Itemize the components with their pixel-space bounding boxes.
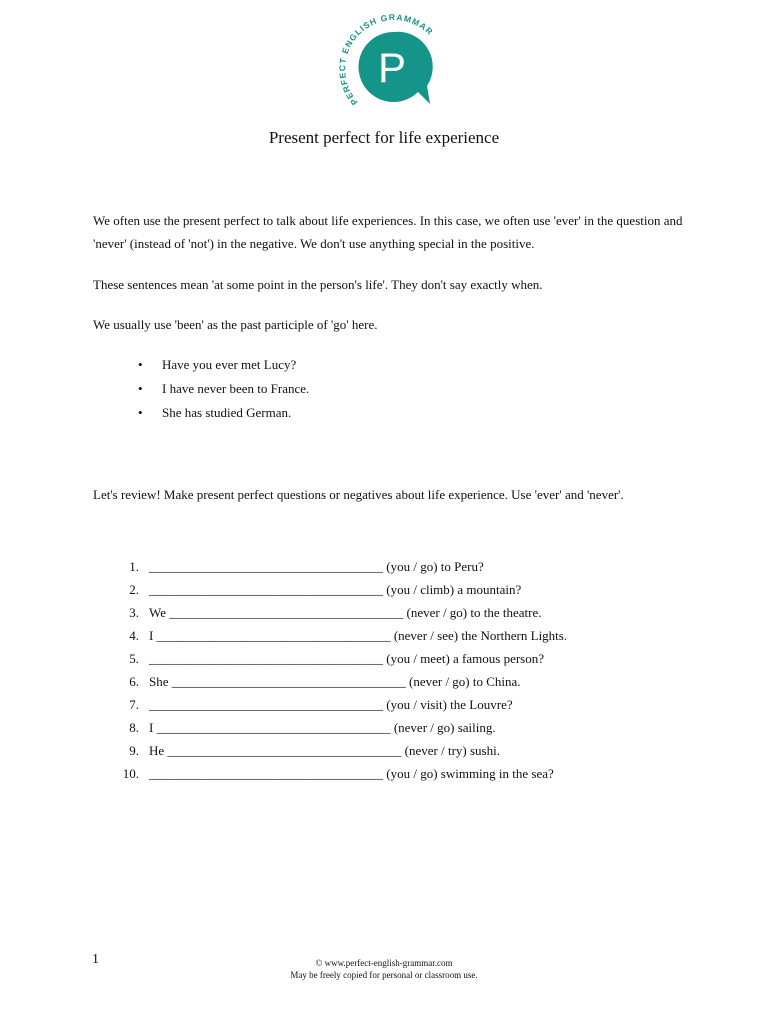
exercise-text: ____________________________________ (you / meet) a famous person? bbox=[149, 651, 545, 666]
exercise-number: 6. bbox=[129, 674, 139, 689]
exercise-item bbox=[113, 716, 567, 739]
exercise-number: 10. bbox=[122, 766, 139, 781]
footer-copyright: © www.perfect-english-grammar.com bbox=[315, 958, 453, 968]
exercise-number: 3. bbox=[129, 605, 139, 620]
bullet-icon: • bbox=[138, 405, 143, 420]
exercise-list bbox=[113, 555, 567, 785]
logo-letter: P bbox=[377, 44, 407, 91]
exercise-text: ____________________________________ (you / go) swimming in the sea? bbox=[149, 766, 554, 781]
exercise-number: 8. bbox=[129, 720, 139, 735]
exercise-item bbox=[113, 624, 567, 647]
exercise-text: I ____________________________________ (never / go) sailing. bbox=[149, 720, 496, 735]
exercise-number: 2. bbox=[129, 582, 139, 597]
brand-logo bbox=[326, 10, 438, 110]
exercise-number: 4. bbox=[129, 628, 139, 643]
exercise-text: ____________________________________ (you / climb) a mountain? bbox=[149, 582, 522, 597]
exercise-item bbox=[113, 670, 567, 693]
exercise-text: He ____________________________________ (never / try) sushi. bbox=[149, 743, 500, 758]
exercise-number: 7. bbox=[129, 697, 139, 712]
been-paragraph: We usually use 'been' as the past participle of 'go' here. bbox=[93, 317, 378, 332]
logo-ring-text: PERFECT ENGLISH GRAMMAR bbox=[337, 12, 436, 108]
instruction-text: Let's review! Make present perfect questions or negatives about life experience. Use 'ever' and 'never'. bbox=[93, 487, 624, 502]
exercise-number: 9. bbox=[129, 743, 139, 758]
exercise-text: She ____________________________________ (never / go) to China. bbox=[149, 674, 521, 689]
exercise-item bbox=[113, 578, 567, 601]
exercise-number: 1. bbox=[129, 559, 139, 574]
list-item: • I have never been to France. bbox=[138, 377, 309, 401]
exercise-item bbox=[113, 762, 567, 785]
exercise-text: We ____________________________________ (never / go) to the theatre. bbox=[149, 605, 542, 620]
exercise-item bbox=[113, 693, 567, 716]
exercise-item bbox=[113, 601, 567, 624]
list-item: • She has studied German. bbox=[138, 401, 309, 425]
bullet-icon: • bbox=[138, 357, 143, 372]
meaning-paragraph: These sentences mean 'at some point in the person's life'. They don't say exactly when. bbox=[93, 277, 543, 292]
exercise-text: ____________________________________ (you / go) to Peru? bbox=[149, 559, 484, 574]
bullet-icon: • bbox=[138, 381, 143, 396]
exercise-item bbox=[113, 647, 567, 670]
exercise-item bbox=[113, 739, 567, 762]
exercise-number: 5. bbox=[129, 651, 139, 666]
intro-paragraph: We often use the present perfect to talk about life experiences. In this case, we often use 'ever' in the question and 'never' (instead of 'not') in the negative. We don't use anything special in the positive. bbox=[93, 213, 683, 251]
footer-license: May be freely copied for personal or classroom use. bbox=[290, 970, 478, 980]
example-list bbox=[138, 353, 309, 425]
page-title: Present perfect for life experience bbox=[268, 128, 500, 147]
exercise-item bbox=[113, 555, 567, 578]
page-footer bbox=[0, 957, 768, 981]
exercise-text: ____________________________________ (you / visit) the Louvre? bbox=[149, 697, 513, 712]
list-item: • Have you ever met Lucy? bbox=[138, 353, 309, 377]
exercise-text: I ____________________________________ (never / see) the Northern Lights. bbox=[149, 628, 568, 643]
page-number: 1 bbox=[92, 952, 99, 967]
